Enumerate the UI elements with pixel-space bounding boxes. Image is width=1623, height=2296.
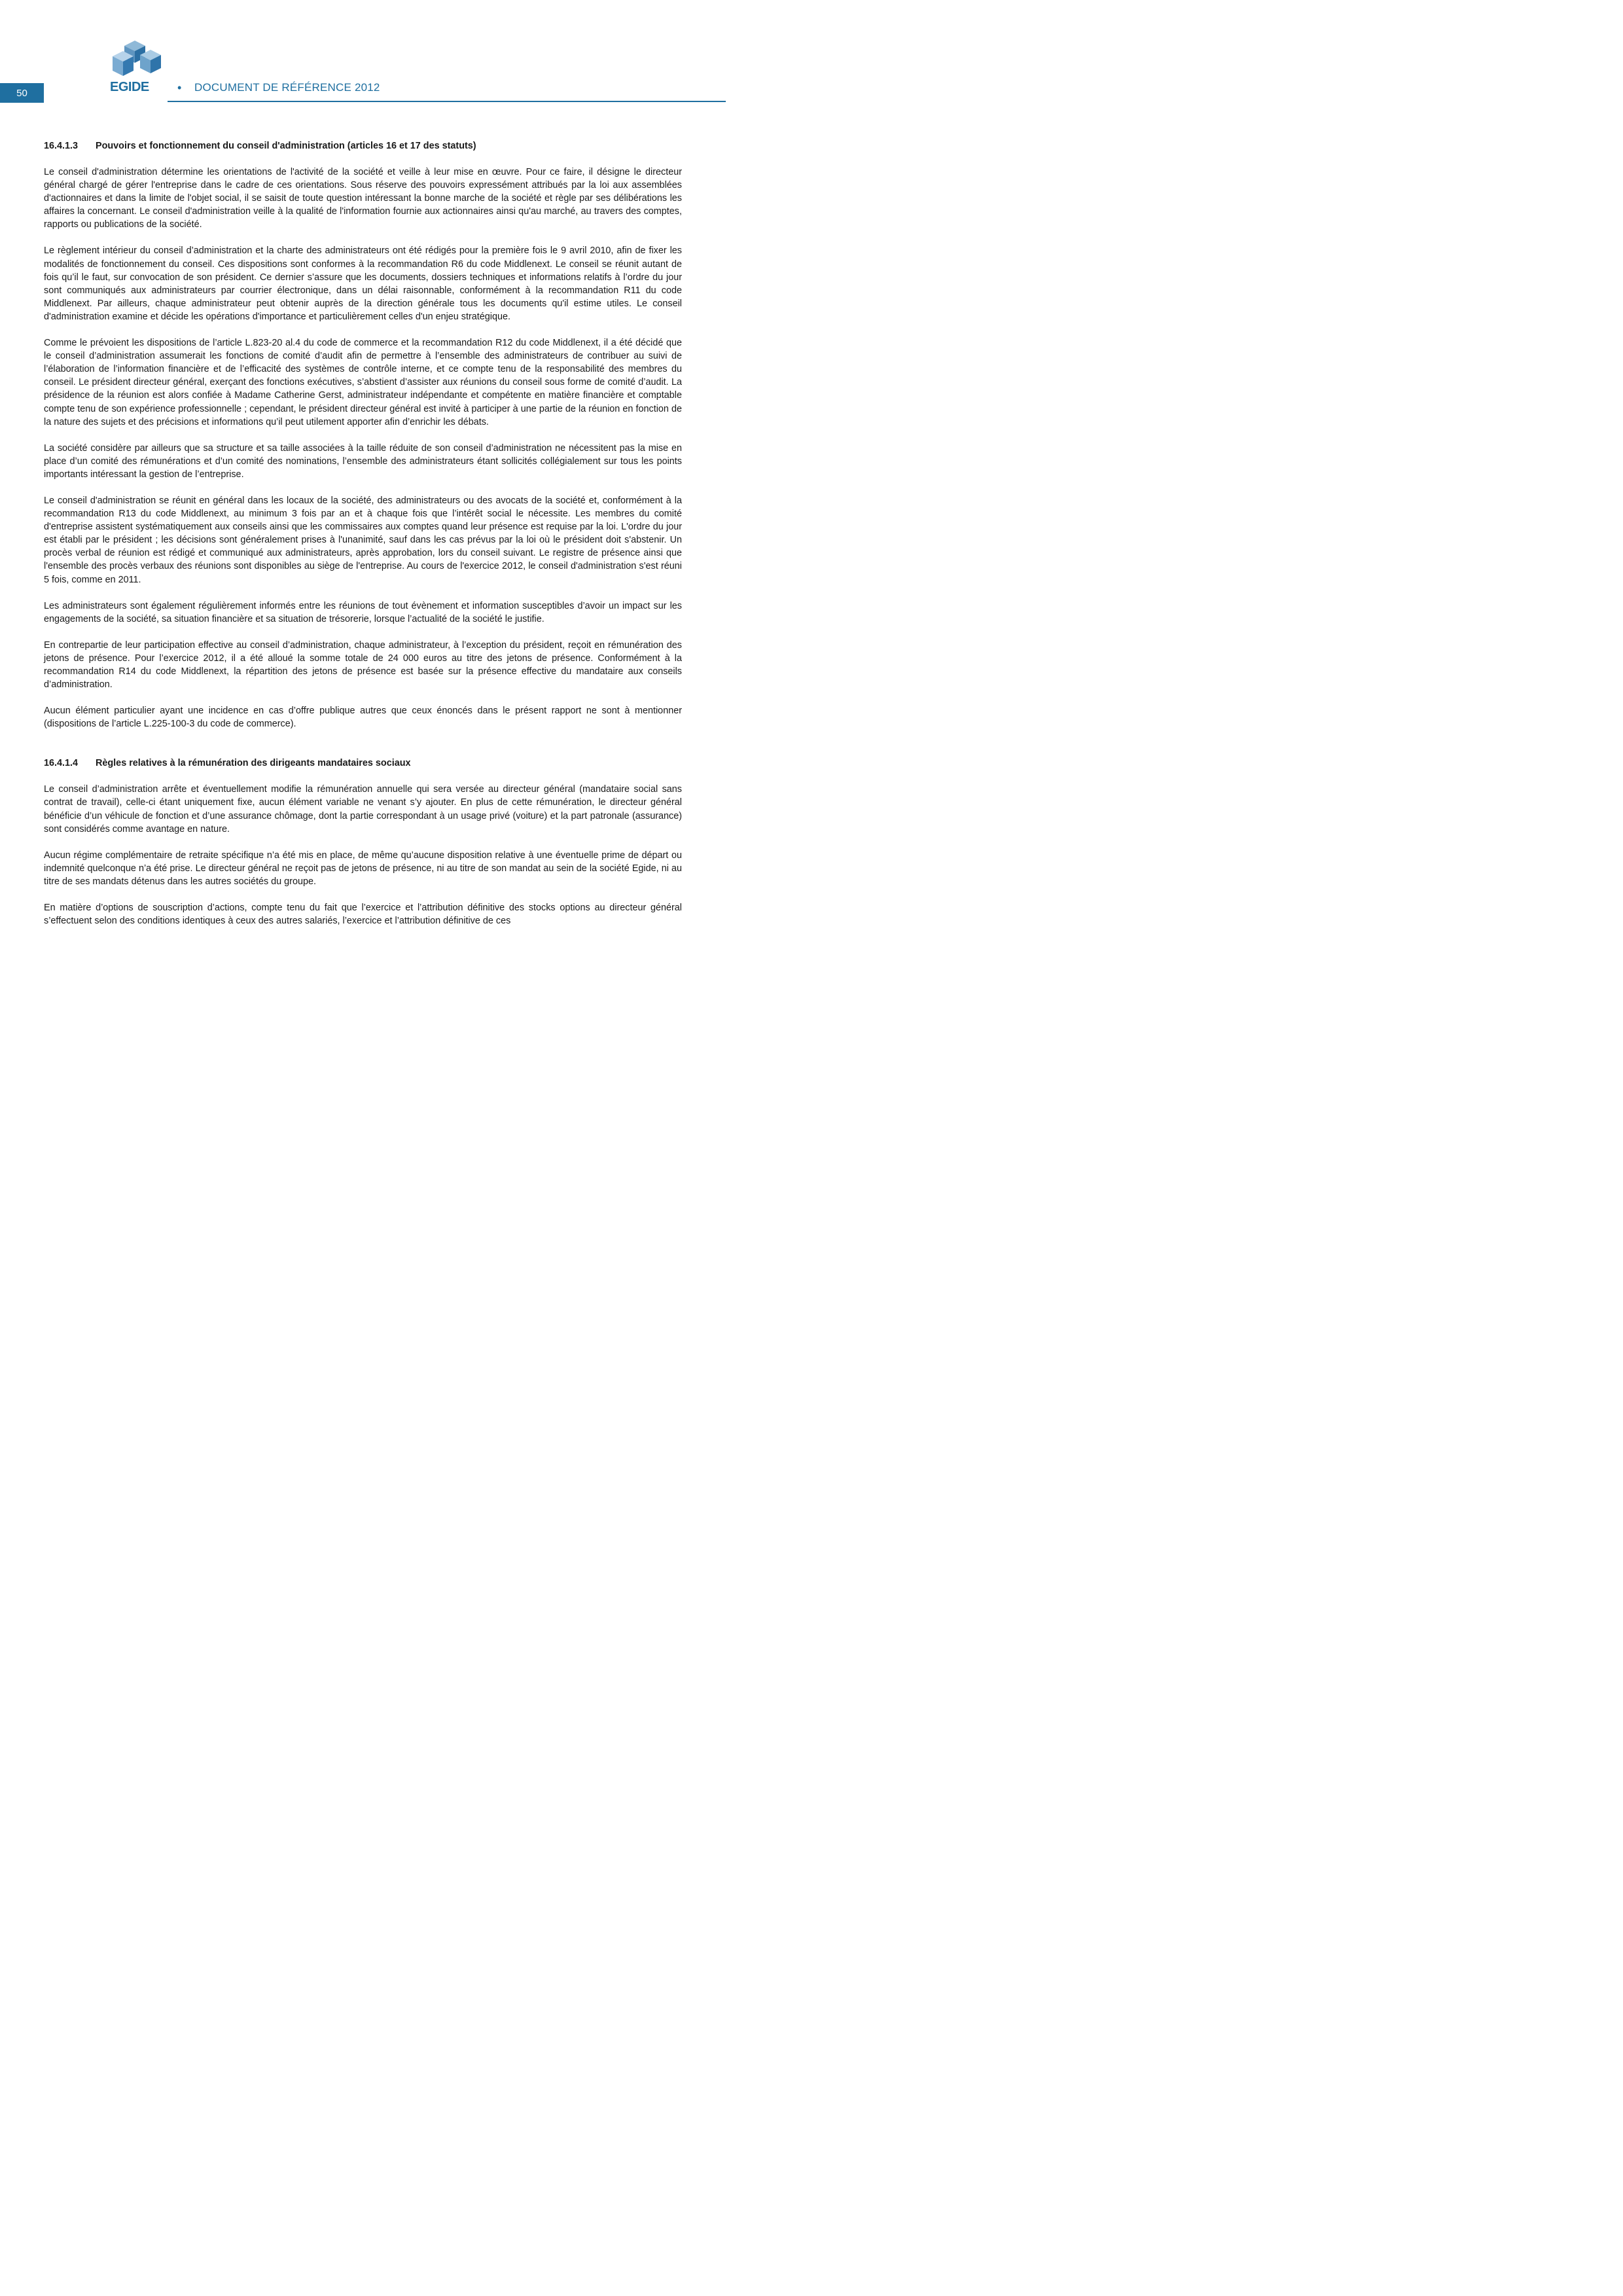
section-number: 16.4.1.3: [44, 141, 79, 151]
section-title: Pouvoirs et fonctionnement du conseil d'administration (articles 16 et 17 des statuts): [96, 141, 476, 151]
section-title: Règles relatives à la rémunération des dirigeants mandataires sociaux: [96, 758, 411, 769]
section-heading-16-4-1-3: [44, 139, 682, 152]
paragraph: En contrepartie de leur participation effective au conseil d’administration, chaque administrateur, à l’exception du président, reçoit en rémunération des jetons de présence. Pour l’exercice 2012, il a été alloué la somme totale de 24 000 euros au titre des jetons de présence. Conformément à la recommandation R14 du code Middlenext, la répartition des jetons de présence est basée sur la présence effective du mandataire aux conseils d’administration.: [44, 639, 682, 691]
brand-wordmark: EGIDE: [110, 80, 149, 94]
section-number: 16.4.1.4: [44, 758, 79, 769]
paragraph: La société considère par ailleurs que sa structure et sa taille associées à la taille réduite de son conseil d’administration ne nécessitent pas la mise en place d’un comité des rémunérations et d’un comité des nominations, l’ensemble des administrateurs étant sollicités collégialement sur tous les points importants intéressant la gestion de l’entreprise.: [44, 442, 682, 480]
section-spacer: [44, 744, 682, 757]
document-title: DOCUMENT DE RÉFÉRENCE 2012: [194, 81, 380, 94]
paragraph: Le conseil d'administration se réunit en général dans les locaux de la société, des administrateurs ou des avocats de la société et, conformément à la recommandation R13 du code Middlenext, au minimum 3 fois par an et à chaque fois que l’intérêt social le nécessite. Les membres du comité d'entreprise assistent systématiquement aux conseils ainsi que les commissaires aux comptes quand leur présence est requise par la loi. L'ordre du jour est établi par le président ; les décisions sont généralement prises à l'unanimité, sauf dans les cas prévus par la loi où le président doit s'abstenir. Un procès verbal de réunion est rédigé et communiqué aux administrateurs, après approbation, lors du conseil suivant. Le registre de présence ainsi que l'ensemble des procès verbaux des réunions sont disponibles au siège de l'entreprise. Au cours de l'exercice 2012, le conseil d'administration s'est réuni 5 fois, comme en 2011.: [44, 495, 682, 585]
paragraph: Comme le prévoient les dispositions de l’article L.823-20 al.4 du code de commerce et la recommandation R12 du code Middlenext, il a été décidé que le conseil d’administration assumerait les fonctions de comité d’audit afin de permettre à l’ensemble des administrateurs de contribuer au suivi de l’élaboration de l’information financière et de l’efficacité des systèmes de contrôle interne, et ce compte tenu de la responsabilité des membres du conseil. Le président directeur général, exerçant des fonctions exécutives, s’abstient d’assister aux réunions du conseil sous forme de comité d’audit. La présidence de la réunion est alors confiée à Madame Catherine Gerst, administrateur indépendante et compétente en matière financière et comptable compte tenu de son expérience professionnelle ; cependant, le président directeur général est invité à participer à une partie de la réunion en fonction de la nature des sujets et des précisions et informations qu’il peut utilement apporter afin d’enrichir les débats.: [44, 338, 682, 427]
paragraph: Le conseil d’administration arrête et éventuellement modifie la rémunération annuelle qui sera versée au directeur général (mandataire social sans contrat de travail), celle-ci étant uniquement fixe, aucun élément variable ne venant s’y ajouter. En plus de cette rémunération, le directeur général bénéficie d’un véhicule de fonction et d’une assurance chômage, dont la partie correspondant à un usage privé (voiture) et la part patronale (assurance) sont considérés comme avantage en nature.: [44, 784, 682, 834]
paragraph: Les administrateurs sont également régulièrement informés entre les réunions de tout évènement et information susceptibles d’avoir un impact sur les engagements de la société, sa situation financière et sa situation de trésorerie, lorsque l’actualité de la société le justifie.: [44, 600, 682, 624]
page-content: [44, 139, 682, 941]
paragraph: Aucun régime complémentaire de retraite spécifique n’a été mis en place, de même qu’aucune disposition relative à une éventuelle prime de départ ou indemnité quelconque n’a été prise. Le directeur général ne reçoit pas de jetons de présence, ni au titre de son mandat au sein de la société Egide, ni au titre de ses mandats détenus dans les autres sociétés du groupe.: [44, 850, 682, 887]
paragraph: En matière d’options de souscription d’actions, compte tenu du fait que l’exercice et l’attribution définitive des stocks options au directeur général s’effectuent selon des conditions identiques à ceux des autres salariés, l’exercice et l’attribution définitive de ces: [44, 903, 682, 927]
paragraph: Le règlement intérieur du conseil d’administration et la charte des administrateurs ont été rédigés pour la première fois le 9 avril 2010, afin de fixer les modalités de fonctionnement du conseil. Ces dispositions sont conformes à la recommandation R6 du code Middlenext. Le conseil se réunit autant de fois qu’il le faut, sur convocation de son président. Ce dernier s’assure que les documents, dossiers techniques et informations relatifs à l’ordre du jour sont communiqués aux administrateurs par courrier électronique, dans un délai raisonnable, conformément à la recommandation R11 du code Middlenext. Par ailleurs, chaque administrateur peut obtenir auprès de la direction générale tous les documents qu'il estime utiles. Le conseil d'administration examine et décide les opérations d'importance et particulièrement celles d'un enjeu stratégique.: [44, 245, 682, 322]
header-bullet-icon: •: [177, 81, 182, 94]
page-number: 50: [0, 83, 44, 103]
section-heading-16-4-1-4: [44, 757, 682, 770]
paragraph: Aucun élément particulier ayant une incidence en cas d’offre publique autres que ceux énoncés dans le présent rapport ne sont à mentionner (dispositions de l’article L.225-100-3 du code de commerce).: [44, 706, 682, 730]
paragraph: Le conseil d'administration détermine les orientations de l'activité de la société et veille à leur mise en œuvre. Pour ce faire, il désigne le directeur général chargé de gérer l'entreprise dans le cadre de ces orientations. Sous réserve des pouvoirs expressément attribués par la loi aux assemblées d'actionnaires et dans la limite de l'objet social, il se saisit de toute question intéressant la bonne marche de la société et règle par ses délibérations les affaires la concernant. Le conseil d'administration veille à la qualité de l'information fournie aux actionnaires ainsi qu'au marché, au travers des comptes, rapports ou publications de la société.: [44, 167, 682, 230]
header-divider: [168, 101, 726, 102]
